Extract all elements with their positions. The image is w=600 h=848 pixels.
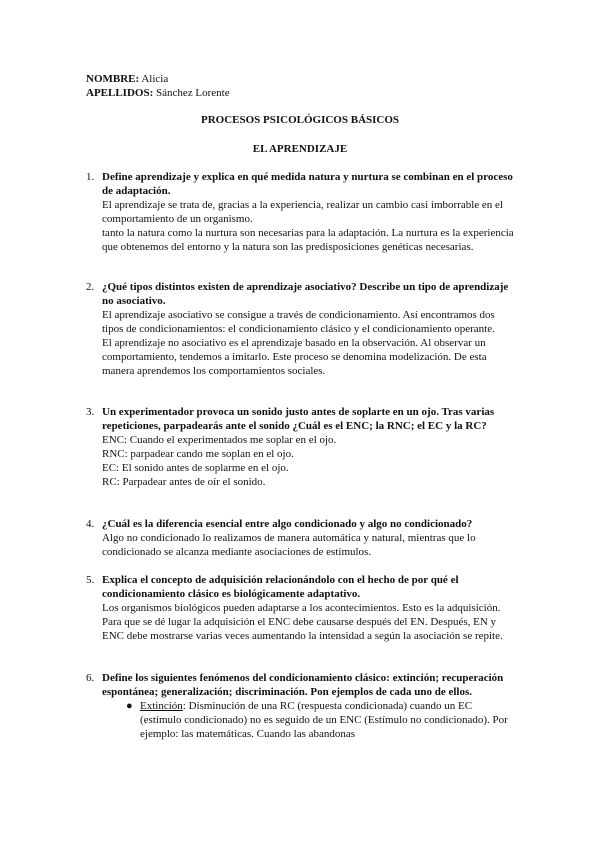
surname-value: Sánchez Lorente — [156, 87, 230, 99]
answer-line: EC: El sonido antes de soplarme en el ojo. — [102, 462, 289, 474]
question-title: ¿Qué tipos distintos existen de aprendizaje asociativo? Describe un tipo de aprendizaje no asociativo. — [102, 281, 509, 307]
question-6 — [86, 671, 516, 741]
question-2 — [86, 280, 516, 378]
answer-paragraph: tanto la natura como la nurtura son necesarias para la adaptación. La nurtura es la experiencia que obtenemos del entorno y la natura son las predisposiciones genéticas necesarias. — [102, 227, 514, 253]
question-title: Define los siguientes fenómenos del condicionamiento clásico: extinción; recuperación espontánea; generalización; discriminación. Pon ejemplos de cada uno de ellos. — [102, 672, 504, 698]
bullet-text: : Disminución de una RC (respuesta condicionada) cuando un EC (estímulo condicionado) no es seguido de un ENC (Estímulo no condicionado). Por ejemplo: las matemáticas. Cuando las abandonas — [140, 700, 508, 740]
document-title: PROCESOS PSICOLÓGICOS BÁSICOS — [200, 114, 400, 126]
surname-line — [86, 86, 230, 100]
name-value: Alicia — [141, 73, 169, 85]
question-number: 6. — [86, 672, 95, 684]
question-number: 1. — [86, 171, 95, 183]
question-title: Explica el concepto de adquisición relacionándolo con el hecho de por qué el condicionamiento clásico es biológicamente adaptativo. — [102, 574, 459, 600]
answer-paragraph: Algo no condicionado lo realizamos de manera automática y natural, mientras que lo condicionado se alcanza mediante asociaciones de estímulos. — [102, 532, 476, 558]
bullet-item-extincion — [126, 699, 516, 741]
answer-paragraph: Los organismos biológicos pueden adaptarse a los acontecimientos. Esto es la adquisición. Para que se dé lugar la adquisición el ENC debe causarse después del EN. Después, EN y ENC debe mostrarse varias veces aumentando la intensidad a según la asociación se repite. — [102, 602, 503, 642]
bullet-term: Extinción — [140, 700, 183, 712]
document-subtitle: EL APRENDIZAJE — [252, 143, 348, 155]
answer-paragraph: El aprendizaje se trata de, gracias a la experiencia, realizar un cambio casi imborrable en el comportamiento de un organismo. — [102, 199, 503, 225]
name-line — [86, 72, 168, 86]
answer-line: RNC: parpadear cando me soplan en el ojo. — [102, 448, 294, 460]
bullet-dot-icon: ● — [126, 700, 133, 712]
question-title: Define aprendizaje y explica en qué medida natura y nurtura se combinan en el proceso de adaptación. — [102, 171, 513, 197]
answer-line: ENC: Cuando el experimentados me soplar en el ojo. — [102, 434, 337, 446]
question-title: Un experimentador provoca un sonido justo antes de soplarte en un ojo. Tras varias repeticiones, parpadearás ante el sonido ¿Cuál es el ENC; la RNC; el EC y la RC? — [102, 406, 495, 432]
answer-paragraph: El aprendizaje asociativo se consigue a través de condicionamiento. Así encontramos dos tipos de condicionamientos: el condicionamiento clásico y el condicionamiento operante. — [102, 309, 495, 335]
question-title: ¿Cuál es la diferencia esencial entre algo condicionado y algo no condicionado? — [102, 518, 473, 530]
name-label: NOMBRE: — [86, 73, 140, 85]
question-1 — [86, 170, 516, 254]
question-3 — [86, 405, 516, 489]
question-number: 4. — [86, 518, 95, 530]
question-4 — [86, 517, 516, 559]
question-number: 2. — [86, 281, 95, 293]
question-number: 3. — [86, 406, 95, 418]
surname-label: APELLIDOS: — [86, 87, 154, 99]
answer-paragraph: El aprendizaje no asociativo es el aprendizaje basado en la observación. Al observar un comportamiento, tendemos a imitarlo. Este proceso se denomina modelización. De esta manera aprendemos los comportamientos sociales. — [102, 337, 487, 377]
question-number: 5. — [86, 574, 95, 586]
answer-line: RC: Parpadear antes de oír el sonido. — [102, 476, 266, 488]
question-5 — [86, 573, 516, 643]
